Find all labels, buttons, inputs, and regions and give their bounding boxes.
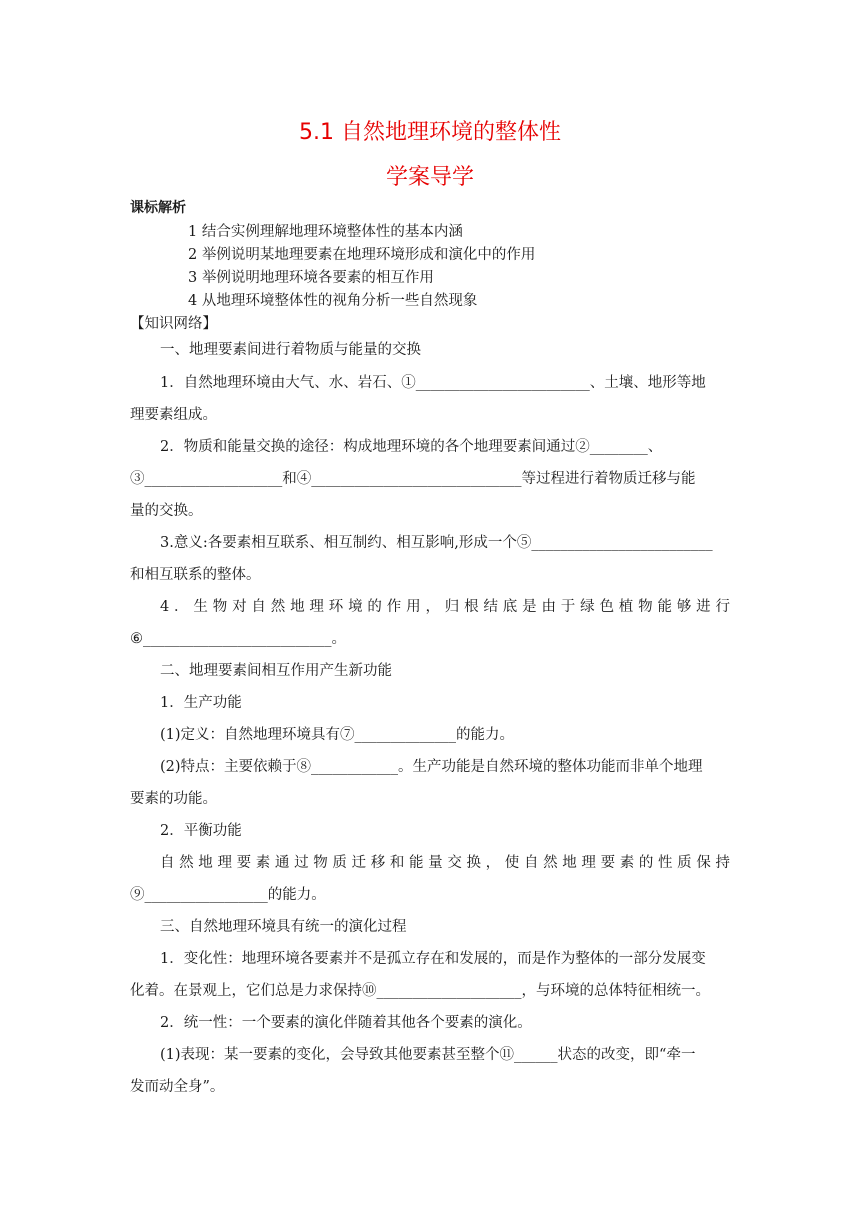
kebiao-item: 4 从地理环境整体性的视角分析一些自然现象: [188, 293, 478, 309]
paragraph-line: (1)表现：某一要素的变化，会导致其他要素甚至整个⑪______状态的改变，即“牵一: [160, 1047, 696, 1063]
kebiao-item: 2 举例说明某地理要素在地理环境形成和演化中的作用: [188, 247, 536, 263]
document-title: 5.1 自然地理环境的整体性: [299, 120, 561, 145]
paragraph-line: 发而动全身”。: [130, 1079, 225, 1095]
paragraph-line: (1)定义：自然地理环境具有⑦______________的能力。: [160, 727, 515, 743]
section-heading-network: 【知识网络】: [130, 316, 217, 332]
paragraph-line: 理要素组成。: [130, 407, 217, 423]
paragraph-line: 1．变化性：地理环境各要素并不是孤立存在和发展的，而是作为整体的一部分发展变: [160, 951, 706, 967]
subsection-heading: 2．平衡功能: [160, 823, 242, 839]
subsection-heading: 1．生产功能: [160, 695, 242, 711]
kebiao-item: 1 结合实例理解地理环境整体性的基本内涵: [188, 224, 463, 240]
section-heading: 三、自然地理环境具有统一的演化过程: [160, 919, 407, 935]
paragraph-line: ⑨_________________的能力。: [130, 887, 326, 903]
kebiao-heading: 课标解析: [130, 200, 186, 216]
paragraph-line: ③___________________和④_____________________________等过程进行着物质迁移与能: [130, 471, 696, 487]
paragraph-line: 要素的功能。: [130, 791, 217, 807]
paragraph-line: 量的交换。: [130, 503, 203, 519]
section-heading: 二、地理要素间相互作用产生新功能: [160, 663, 392, 679]
paragraph-line: ⑥__________________________。: [130, 631, 346, 647]
paragraph-line: (2)特点：主要依赖于⑧____________。生产功能是自然环境的整体功能而非单个地理: [160, 759, 703, 775]
paragraph-line: 化着。在景观上，它们总是力求保持⑩____________________，与环境的总体特征相统一。: [130, 983, 710, 999]
paragraph-line: 4．生物对自然地理环境的作用，归根结底是由于绿色植物能够进行: [160, 599, 730, 615]
document-subtitle: 学案导学: [385, 165, 474, 190]
paragraph-line: 2．统一性：一个要素的演化伴随着其他各个要素的演化。: [160, 1015, 532, 1031]
paragraph-line: 自然地理要素通过物质迁移和能量交换，使自然地理要素的性质保持: [160, 855, 730, 871]
kebiao-item: 3 举例说明地理环境各要素的相互作用: [188, 270, 434, 286]
section-heading: 一、地理要素间进行着物质与能量的交换: [160, 342, 421, 358]
paragraph-line: 和相互联系的整体。: [130, 567, 261, 583]
paragraph-line: 2．物质和能量交换的途径：构成地理环境的各个地理要素间通过②________、: [160, 439, 663, 455]
paragraph-line: 3.意义:各要素相互联系、相互制约、相互影响,形成一个⑤_________________________: [160, 535, 713, 551]
paragraph-line: 1．自然地理环境由大气、水、岩石、①________________________、土壤、地形等地: [160, 375, 706, 391]
